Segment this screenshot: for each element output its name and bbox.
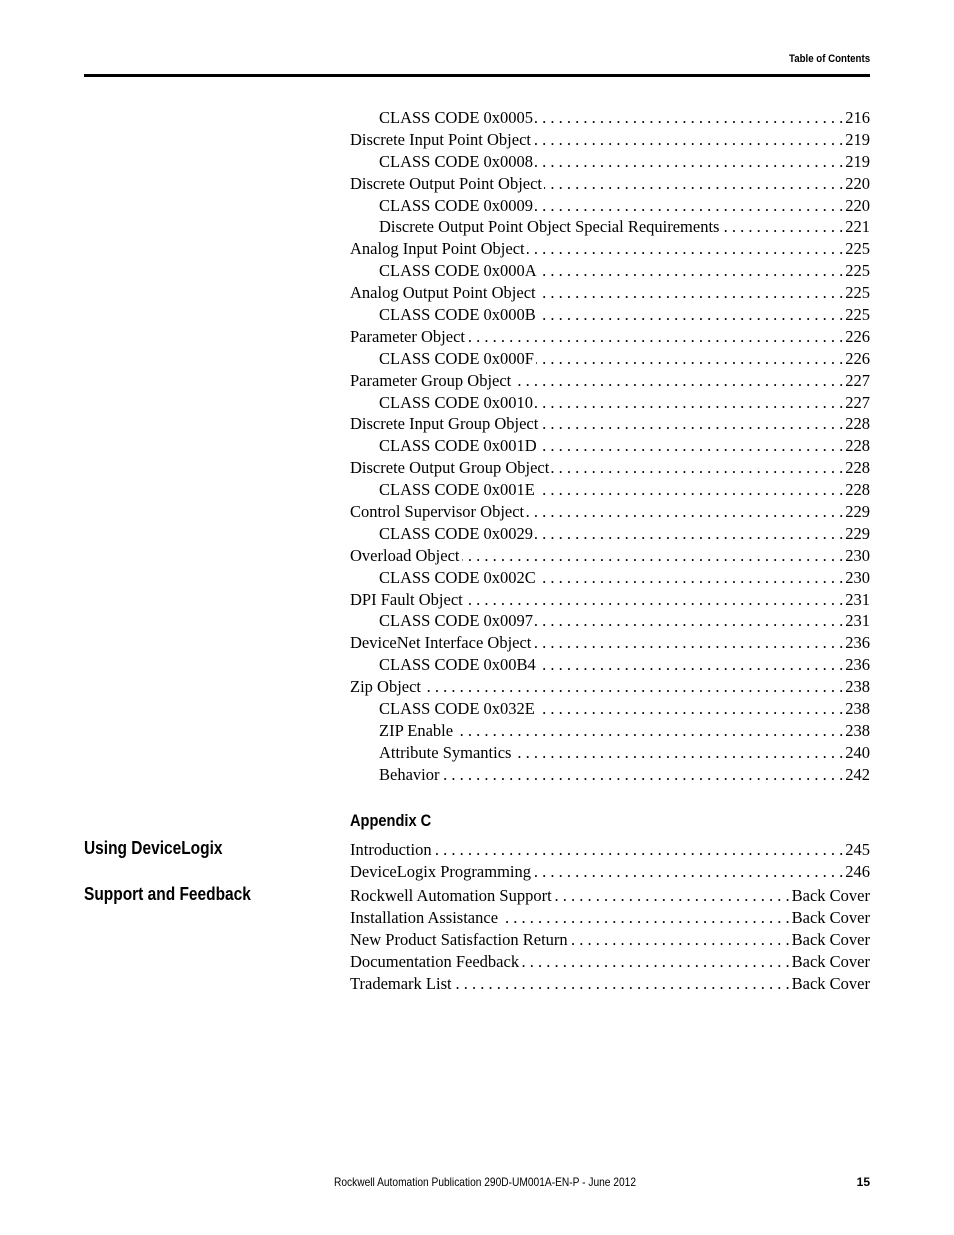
toc-entry-title: Analog Output Point Object: [350, 283, 536, 303]
toc-dot-leader: [513, 742, 843, 764]
toc-entry-title: CLASS CODE 0x002C: [379, 567, 536, 587]
toc-entry[interactable]: [350, 173, 870, 195]
toc-dot-leader: [455, 720, 843, 742]
toc-dot-leader: [539, 260, 844, 282]
toc-entry-page: 220: [845, 173, 870, 193]
toc-dot-leader: [538, 567, 843, 589]
toc-dot-leader: [527, 238, 844, 260]
toc-entry-page: Back Cover: [791, 929, 870, 949]
toc-dot-leader: [465, 589, 844, 611]
toc-entry-title: CLASS CODE 0x000B: [379, 305, 536, 325]
toc-dot-leader: [535, 195, 843, 217]
toc-entry[interactable]: [350, 654, 870, 676]
toc-entry-title: CLASS CODE 0x0009: [379, 195, 534, 215]
toc-dot-leader: [539, 435, 844, 457]
toc-entry-page: 219: [845, 129, 870, 149]
toc-entry[interactable]: [350, 216, 870, 238]
toc-entry-title: CLASS CODE 0x0010: [379, 392, 534, 412]
toc-entry[interactable]: [350, 545, 870, 567]
toc-entry[interactable]: [350, 567, 870, 589]
toc-entry-page: Back Cover: [791, 951, 870, 971]
toc-entry[interactable]: [350, 392, 870, 414]
toc-entry-title: New Product Satisfaction Return: [350, 929, 568, 949]
toc-entry[interactable]: [350, 479, 870, 501]
toc-dot-leader: [554, 885, 790, 907]
toc-entry-title: Parameter Group Object: [350, 370, 512, 390]
toc-entry[interactable]: [350, 304, 870, 326]
toc-entry[interactable]: [350, 523, 870, 545]
toc-entry[interactable]: [350, 282, 870, 304]
toc-entry-page: 238: [845, 699, 870, 719]
toc-entry-title: CLASS CODE 0x00B4: [379, 655, 536, 675]
toc-entry-title: CLASS CODE 0x032E: [379, 699, 535, 719]
toc-entry-page: 225: [845, 305, 870, 325]
toc-entry[interactable]: [350, 839, 870, 861]
toc-entry-title: Behavior: [379, 764, 440, 784]
chapter-heading-support-and-feedback: Support and Feedback: [84, 884, 251, 904]
toc-entry[interactable]: [350, 973, 870, 995]
toc-entry[interactable]: [350, 610, 870, 632]
toc-entry-page: Back Cover: [791, 973, 870, 993]
toc-entry-page: 227: [845, 392, 870, 412]
toc-dot-leader: [538, 282, 844, 304]
footer-publication: Rockwell Automation Publication 290D-UM001A-EN-P - June 2012: [334, 1175, 637, 1189]
toc-dot-leader: [535, 107, 843, 129]
toc-entry[interactable]: [350, 348, 870, 370]
toc-entry-title: Discrete Output Group Object: [350, 458, 550, 478]
toc-dot-leader: [423, 676, 843, 698]
toc-dot-leader: [533, 632, 843, 654]
toc-entry-title: Attribute Symantics: [379, 742, 512, 762]
toc-entry-title: DPI Fault Object: [350, 589, 463, 609]
toc-entry-title: Discrete Input Point Object: [350, 129, 532, 149]
toc-entry-title: DeviceLogix Programming: [350, 861, 532, 881]
toc-entry[interactable]: [350, 951, 870, 973]
toc-entry[interactable]: [350, 326, 870, 348]
toc-entry[interactable]: [350, 861, 870, 883]
toc-entry-page: 238: [845, 677, 870, 697]
toc-dot-leader: [551, 457, 843, 479]
toc-entry[interactable]: [350, 929, 870, 951]
footer-page-number: 15: [856, 1175, 870, 1189]
toc-dot-leader: [536, 348, 843, 370]
toc-entry-page: 236: [845, 633, 870, 653]
toc-dot-leader: [535, 392, 843, 414]
toc-entry-title: Trademark List: [350, 973, 452, 993]
toc-dot-leader: [454, 973, 790, 995]
toc-entry-title: Documentation Feedback: [350, 951, 520, 971]
toc-dot-leader: [570, 929, 790, 951]
toc-dot-leader: [535, 151, 843, 173]
toc-entry-page: 219: [845, 151, 870, 171]
toc-entry-title: Overload Object: [350, 545, 460, 565]
toc-entry[interactable]: [350, 501, 870, 523]
toc-entry-page: 231: [845, 589, 870, 609]
toc-entry-page: 229: [845, 502, 870, 522]
toc-entry-page: 246: [845, 861, 870, 881]
toc-dot-leader: [533, 861, 843, 883]
toc-entry-page: 228: [845, 480, 870, 500]
toc-entry-page: 226: [845, 326, 870, 346]
toc-entry-page: 242: [845, 764, 870, 784]
toc-list: [350, 107, 870, 786]
toc-entry[interactable]: [350, 764, 870, 786]
toc-dot-leader: [467, 326, 843, 348]
toc-entry[interactable]: [350, 589, 870, 611]
running-header-title: Table of Contents: [788, 53, 870, 65]
toc-entry-title: Discrete Input Group Object: [350, 414, 539, 434]
toc-entry-title: CLASS CODE 0x001E: [379, 480, 535, 500]
toc-entry[interactable]: [350, 129, 870, 151]
toc-entry-page: 231: [845, 611, 870, 631]
toc-entry-title: Rockwell Automation Support: [350, 886, 552, 905]
toc-entry-page: 230: [845, 545, 870, 565]
toc-entry-title: Introduction: [350, 840, 432, 859]
appendix-toc-list: [350, 839, 870, 883]
toc-entry-title: Zip Object: [350, 677, 422, 697]
toc-dot-leader: [535, 610, 843, 632]
toc-entry-title: Discrete Output Point Object: [350, 173, 543, 193]
toc-dot-leader: [537, 479, 843, 501]
toc-dot-leader: [521, 951, 790, 973]
toc-entry-page: 225: [845, 283, 870, 303]
toc-entry-page: 227: [845, 370, 870, 390]
toc-entry[interactable]: [350, 195, 870, 217]
toc-entry-page: 216: [845, 108, 870, 127]
toc-entry-page: 226: [845, 348, 870, 368]
toc-entry-page: 228: [845, 458, 870, 478]
toc-dot-leader: [513, 370, 843, 392]
toc-entry[interactable]: [350, 676, 870, 698]
toc-entry-page: 238: [845, 720, 870, 740]
toc-entry-title: CLASS CODE 0x000F: [379, 348, 534, 368]
toc-entry-page: 225: [845, 261, 870, 281]
toc-entry-page: 220: [845, 195, 870, 215]
toc-entry-title: Discrete Output Point Object Special Requirements: [379, 217, 720, 237]
toc-entry-title: Installation Assistance: [350, 907, 499, 927]
chapter-heading-using-devicelogix: Using DeviceLogix: [84, 838, 223, 858]
toc-entry-title: CLASS CODE 0x0097: [379, 611, 534, 631]
toc-entry-page: 221: [845, 217, 870, 237]
toc-dot-leader: [540, 413, 843, 435]
toc-dot-leader: [537, 698, 843, 720]
toc-dot-leader: [721, 216, 843, 238]
toc-entry-title: CLASS CODE 0x000A: [379, 261, 537, 281]
toc-entry[interactable]: [350, 370, 870, 392]
toc-entry-title: ZIP Enable: [379, 720, 454, 740]
toc-entry-title: Parameter Object: [350, 326, 465, 346]
toc-dot-leader: [538, 654, 843, 676]
toc-dot-leader: [533, 129, 843, 151]
toc-entry-title: CLASS CODE 0x001D: [379, 436, 537, 456]
toc-entry-title: CLASS CODE 0x0008: [379, 151, 534, 171]
toc-dot-leader: [535, 523, 843, 545]
appendix-label: Appendix C: [350, 811, 432, 830]
support-toc-list: [350, 885, 870, 994]
toc-entry-page: 240: [845, 742, 870, 762]
toc-entry[interactable]: [350, 238, 870, 260]
toc-entry[interactable]: [350, 742, 870, 764]
toc-entry-page: 229: [845, 523, 870, 543]
toc-entry-title: CLASS CODE 0x0029: [379, 523, 534, 543]
toc-entry[interactable]: [350, 151, 870, 173]
toc-entry-page: 228: [845, 414, 870, 434]
toc-entry[interactable]: [350, 107, 870, 129]
toc-entry-page: 236: [845, 655, 870, 675]
toc-entry-page: 230: [845, 567, 870, 587]
toc-entry-title: Control Supervisor Object: [350, 502, 525, 522]
toc-dot-leader: [434, 839, 844, 861]
toc-entry[interactable]: [350, 260, 870, 282]
header-rule: [84, 74, 870, 77]
toc-entry-page: 228: [845, 436, 870, 456]
toc-entry-page: 245: [845, 840, 870, 859]
toc-dot-leader: [526, 501, 843, 523]
toc-entry-title: CLASS CODE 0x0005: [379, 108, 534, 127]
toc-entry[interactable]: [350, 435, 870, 457]
toc-entry-title: Analog Input Point Object: [350, 239, 525, 259]
toc-entry[interactable]: [350, 413, 870, 435]
toc-entry[interactable]: [350, 907, 870, 929]
toc-dot-leader: [538, 304, 843, 326]
toc-entry[interactable]: [350, 698, 870, 720]
toc-entry[interactable]: [350, 885, 870, 907]
toc-dot-leader: [544, 173, 843, 195]
toc-entry-page: Back Cover: [791, 907, 870, 927]
toc-dot-leader: [500, 907, 790, 929]
toc-dot-leader: [462, 545, 844, 567]
toc-dot-leader: [441, 764, 843, 786]
toc-entry-page: Back Cover: [791, 886, 870, 905]
toc-entry-page: 225: [845, 239, 870, 259]
toc-entry-title: DeviceNet Interface Object: [350, 633, 532, 653]
toc-entry[interactable]: [350, 720, 870, 742]
toc-entry[interactable]: [350, 632, 870, 654]
toc-entry[interactable]: [350, 457, 870, 479]
